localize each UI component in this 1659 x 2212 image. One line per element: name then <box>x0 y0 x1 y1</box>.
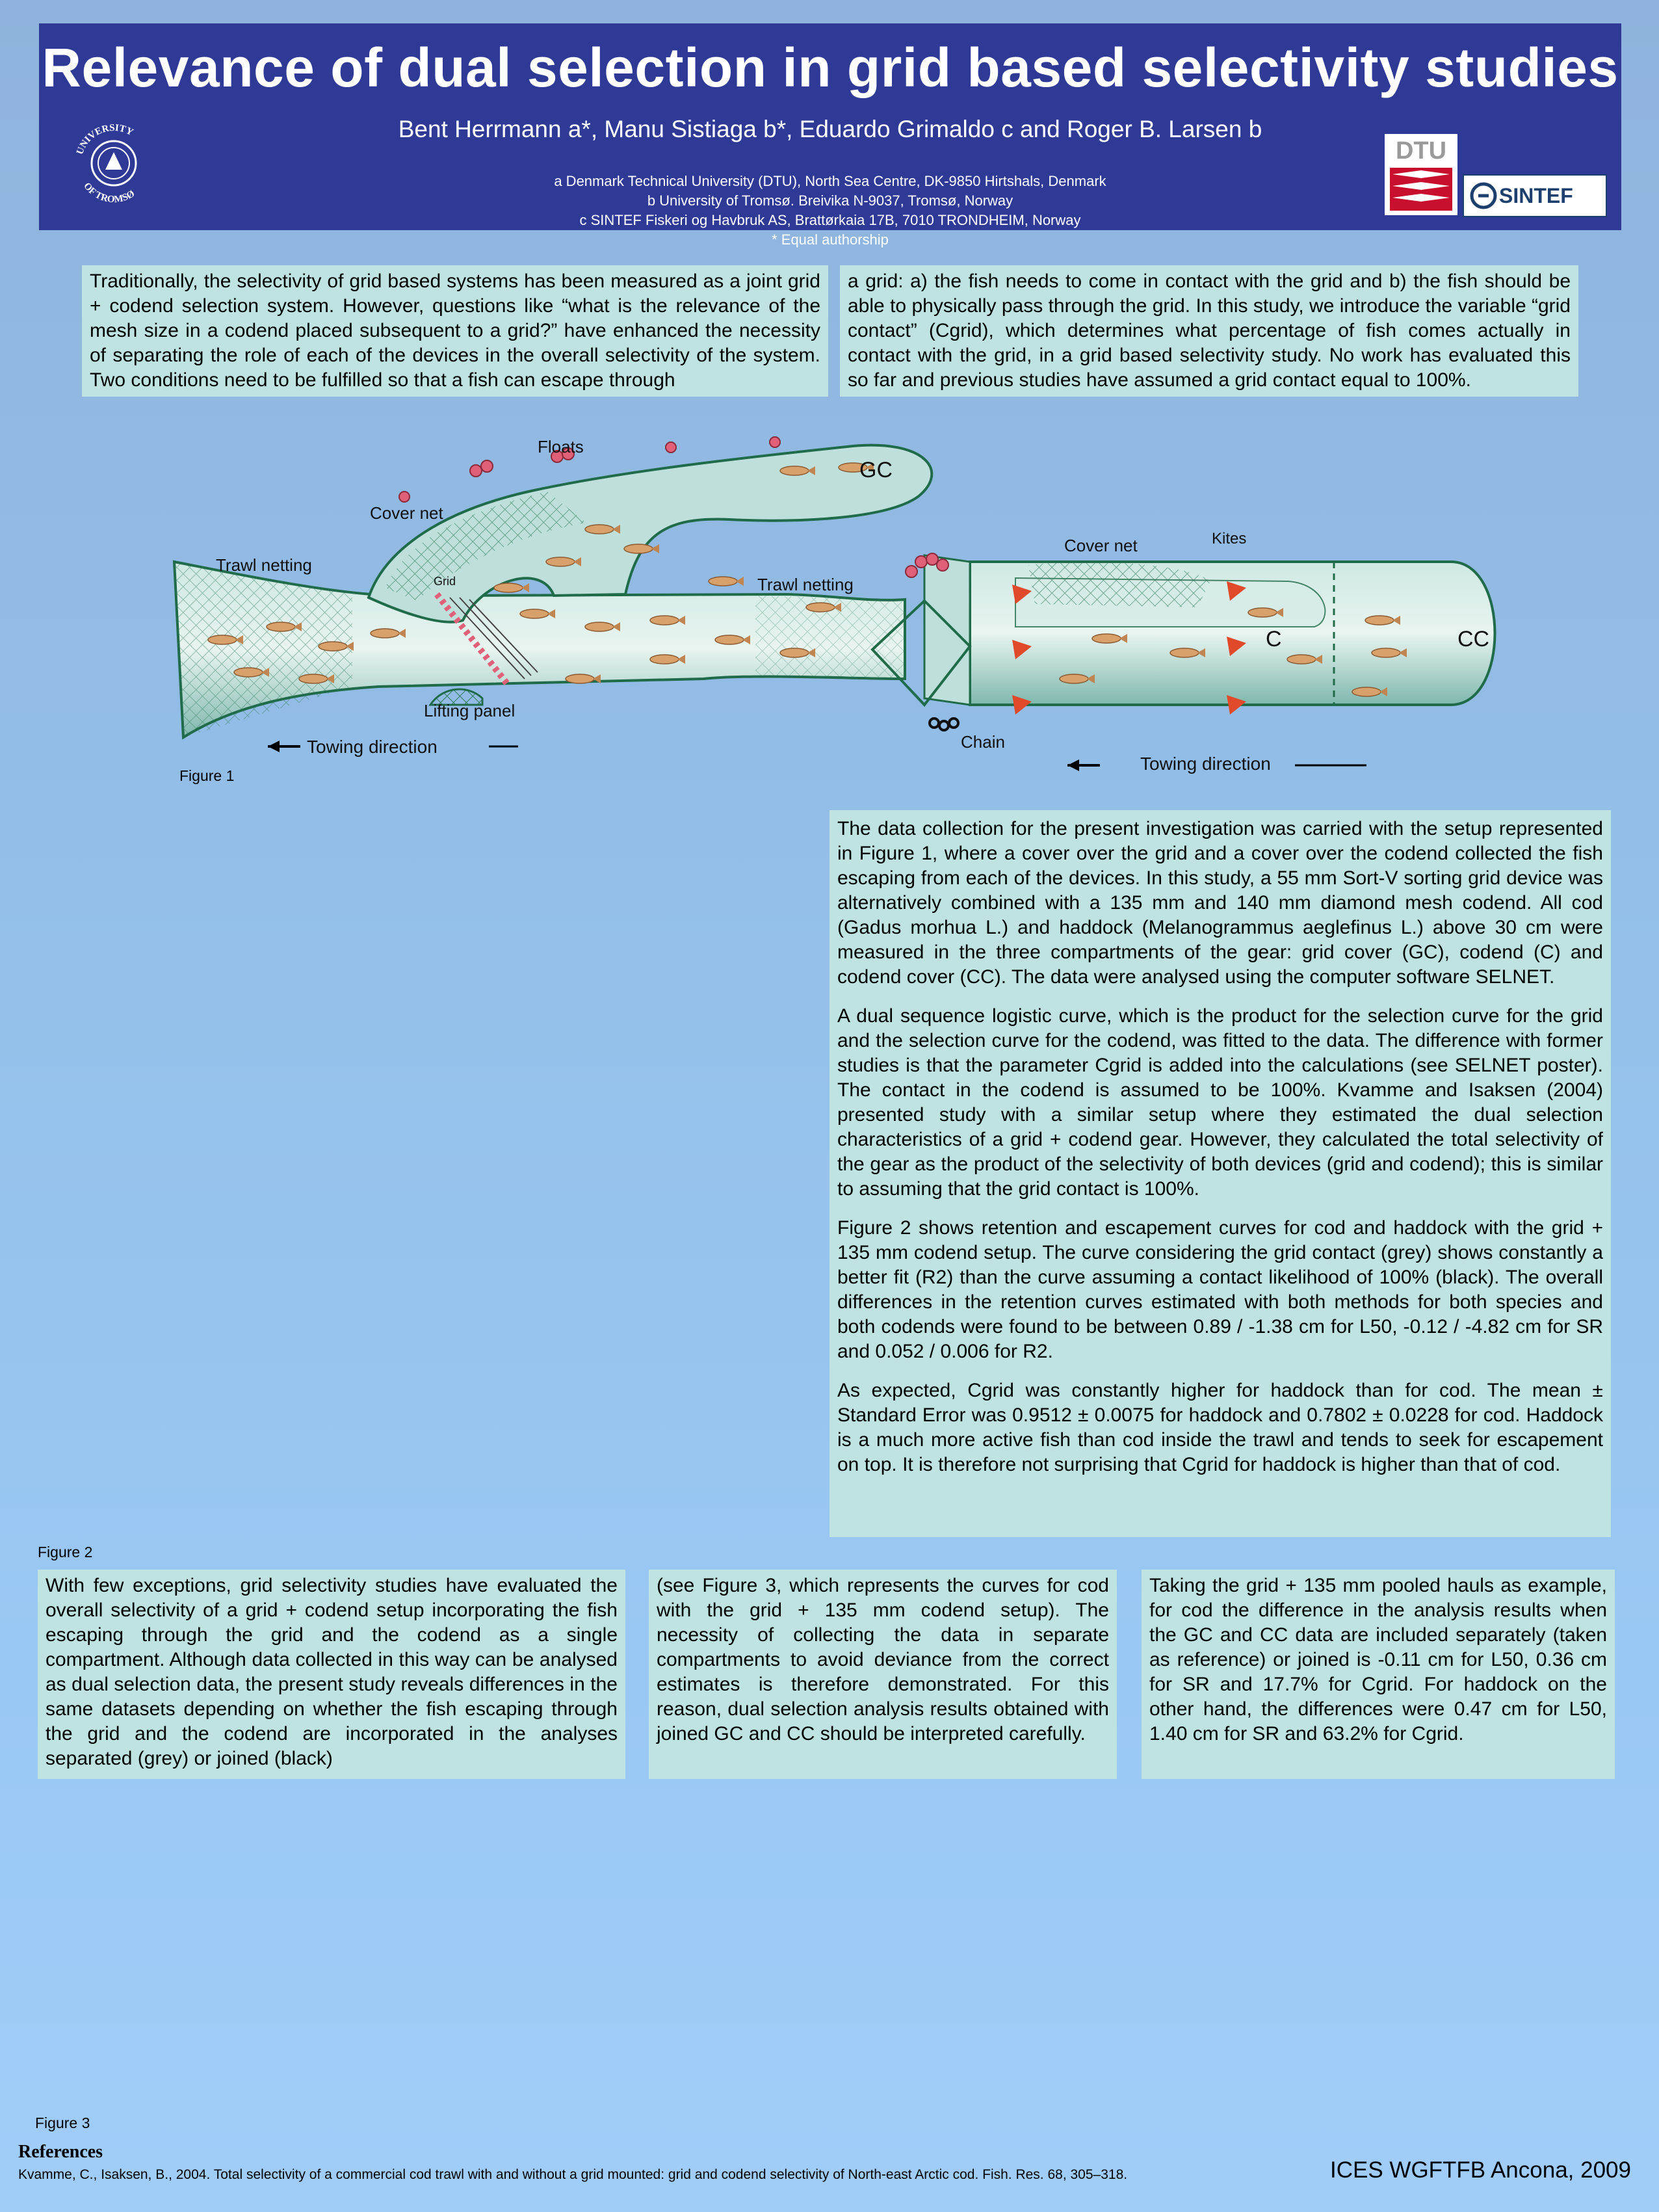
svg-text:OF TROMSØ: OF TROMSØ <box>81 181 137 205</box>
intro-right-box <box>840 265 1578 397</box>
sintef-logo-text: SINTEF <box>1499 184 1573 207</box>
bottom-col-2-box <box>649 1570 1117 1779</box>
references-title: References <box>18 2142 103 2162</box>
equal-authorship-note: * Equal authorship <box>772 231 889 248</box>
label-cover-net-left: Cover net <box>370 503 443 523</box>
bottom-col-1-text: With few exceptions, grid selectivity studies have evaluated the overall selectivity of a grid + codend setup incorporating the fish escaping through the grid and the codend as a single compartment. Although data collected in this way can be analysed as dual selection data, the present study reveals differences in the same datasets depending on whether the fish escaping through the grid and the codend are incorporated in the analyses separated (grey) or joined (black) <box>46 1575 618 1769</box>
poster-title: Relevance of dual selection in grid based selectivity studies <box>42 37 1619 98</box>
label-trawl-netting-left: Trawl netting <box>216 555 312 575</box>
methods-box <box>830 810 1611 1537</box>
bottom-col-2-text: (see Figure 3, which represents the curves for cod with the grid + 135 mm codend setup). The necessity of collecting the data in separate compartments to avoid deviance from the correct estimates is therefore demonstrated. For this reason, dual selection analysis results obtained with joined GC and CC should be interpreted carefully. <box>657 1575 1109 1745</box>
figure-1-trawl-diagram <box>170 432 1509 786</box>
affiliation-a: a Denmark Technical University (DTU), North Sea Centre, DK-9850 Hirtshals, Denmark <box>554 173 1106 189</box>
svg-text:UNIVERSITY: UNIVERSITY <box>75 122 135 156</box>
label-c: C <box>1266 627 1282 652</box>
bottom-col-1-box <box>38 1570 625 1779</box>
bottom-col-3-text: Taking the grid + 135 mm pooled hauls as example, for cod the difference in the analysis results when the GC and CC data are included separately (taken as reference) or joined is -0.11 cm for L50, 0.36 cm for SR and 17.7% for Cgrid. For haddock on the other hand, the differences were 0.47 cm for L50, 1.40 cm for SR and 63.2% for Cgrid. <box>1149 1575 1607 1745</box>
figure-3-label: Figure 3 <box>35 2114 90 2131</box>
intro-right-text: a grid: a) the fish needs to come in contact with the grid and b) the fish should be able to physically pass through the grid. In this study, we introduce the variable “grid contact” (Cgrid), which determines what percentage of fish comes actually in contact with the grid, in a grid based selectivity study. No work has evaluated this so far and previous studies have assumed a grid contact equal to 100%. <box>848 270 1571 391</box>
methods-paragraph-2: A dual sequence logistic curve, which is the product for the selection curve for the grid and the selection curve for the codend, was fitted to the data. The difference with former studies is that the parameter Cgrid is added into the calculations (see SELNET poster). The contact in the codend is assumed to be 100%. Kvamme and Isaksen (2004) presented study with a similar setup where they estimated the dual selection characteristics of a grid + codend gear. However, they calculated the total selectivity of the gear as the product of the selectivity of both devices (grid and codend); this is similar to assuming that the grid contact is 100%. <box>837 1005 1603 1200</box>
figure-1-label: Figure 1 <box>179 767 235 784</box>
references-text: Kvamme, C., Isaksen, B., 2004. Total selectivity of a commercial cod trawl with and without a grid mounted: grid and codend selectivity of North-east Arctic cod. Fish. Res. 68, 305–318. <box>18 2167 1128 2182</box>
label-grid: Grid <box>434 575 456 588</box>
affiliation-b: b University of Tromsø. Breivika N-9037, Tromsø, Norway <box>647 192 1013 209</box>
label-kites: Kites <box>1212 530 1247 547</box>
poster-authors: Bent Herrmann a*, Manu Sistiaga b*, Eduardo Grimaldo c and Roger B. Larsen b <box>398 116 1262 142</box>
label-gc: GC <box>859 458 893 482</box>
university-tromso-logo <box>65 114 163 212</box>
label-lifting-panel: Lifting panel <box>424 701 516 720</box>
label-cover-net-right: Cover net <box>1064 536 1138 555</box>
intro-left-box <box>82 265 828 397</box>
methods-paragraph-3: Figure 2 shows retention and escapement curves for cod and haddock with the grid + 135 mm codend setup. The curve considering the grid contact (grey) shows constantly a better fit (R2) than the curve assuming a contact likelihood of 100% (black). The overall differences in the retention curves estimated with both methods for both species and both codends were found to be between 0.89 / -1.38 cm for L50, -0.12 / -4.82 cm for SR and 0.052 / 0.006 for R2. <box>837 1217 1603 1362</box>
label-trawl-netting-mid: Trawl netting <box>757 575 854 594</box>
dtu-logo <box>1385 134 1457 215</box>
label-cc: CC <box>1457 627 1490 652</box>
label-floats: Floats <box>538 437 584 456</box>
sintef-logo <box>1463 174 1607 217</box>
label-towing-direction-left: Towing direction <box>307 737 438 757</box>
affiliations <box>39 172 1621 250</box>
poster-header <box>39 23 1621 248</box>
label-chain: Chain <box>961 732 1005 752</box>
affiliation-c: c SINTEF Fiskeri og Havbruk AS, Brattørkaia 17B, 7010 TRONDHEIM, Norway <box>579 212 1081 228</box>
figure-2-label: Figure 2 <box>38 1544 93 1560</box>
intro-left-text: Traditionally, the selectivity of grid based systems has been measured as a joint grid + codend selection system. However, questions like “what is the relevance of the mesh size in a codend placed subsequent to a grid?” have enhanced the necessity of separating the role of each of the devices in the overall selectivity of the system. Two conditions need to be fulfilled so that a fish can escape through <box>90 270 820 391</box>
dtu-logo-text: DTU <box>1395 137 1447 165</box>
bottom-col-3-box <box>1142 1570 1615 1779</box>
methods-paragraph-4: As expected, Cgrid was constantly higher for haddock than for cod. The mean ± Standard Error was 0.9512 ± 0.0075 for haddock and 0.7802 ± 0.0228 for cod. Haddock is a much more active fish than cod inside the trawl and tends to seek for escapement on top. It is therefore not surprising that Cgrid for haddock is higher than that of cod. <box>837 1380 1603 1475</box>
conference-label: ICES WGFTFB Ancona, 2009 <box>1330 2157 1631 2183</box>
label-towing-direction-right: Towing direction <box>1140 754 1271 774</box>
methods-paragraph-1: The data collection for the present investigation was carried with the setup represented in Figure 1, where a cover over the grid and a cover over the codend collected the fish escaping from each of the devices. In this study, a 55 mm Sort-V sorting grid device was alternatively combined with a 135 mm and 140 mm diamond mesh codend. All cod (Gadus morhua L.) and haddock (Melanogrammus aeglefinus L.) above 30 cm were measured in the three compartments of the gear: grid cover (GC), codend (C) and codend cover (CC). The data were analysed using the computer software SELNET. <box>837 818 1603 988</box>
